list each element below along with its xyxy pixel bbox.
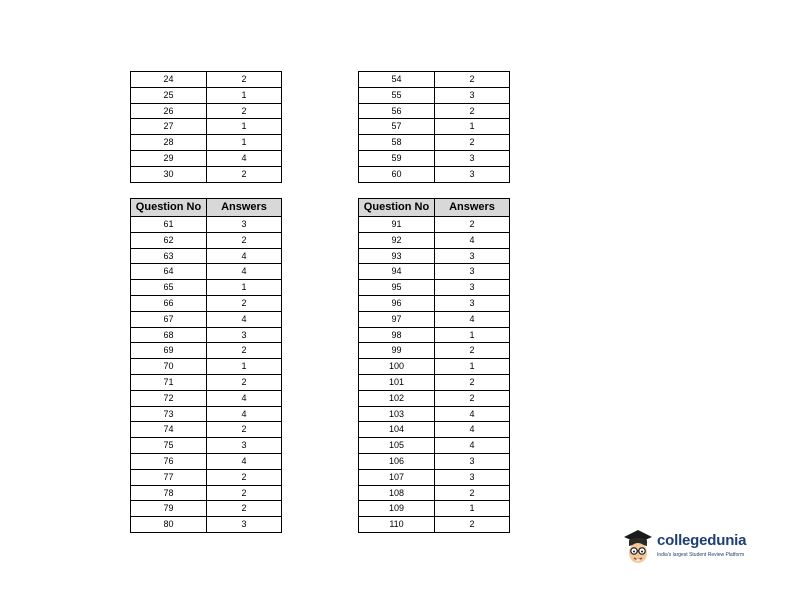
- answer-cell: 3: [435, 166, 510, 182]
- question-number-cell: 67: [131, 311, 207, 327]
- table-row: [359, 264, 510, 280]
- answer-cell: 1: [207, 359, 282, 375]
- answer-cell: 2: [435, 343, 510, 359]
- question-number-cell: 97: [359, 311, 435, 327]
- table-row: [359, 280, 510, 296]
- question-no-header: Question No: [131, 199, 207, 217]
- answer-cell: 4: [207, 453, 282, 469]
- answer-cell: 3: [435, 469, 510, 485]
- question-number-cell: 79: [131, 501, 207, 517]
- question-number-cell: 70: [131, 359, 207, 375]
- answer-cell: 1: [435, 359, 510, 375]
- table-row: [359, 406, 510, 422]
- table-row: [131, 248, 282, 264]
- question-number-cell: 96: [359, 295, 435, 311]
- answer-cell: 2: [207, 103, 282, 119]
- table-row: [359, 119, 510, 135]
- answer-cell: 1: [207, 135, 282, 151]
- answer-cell: 3: [435, 150, 510, 166]
- table-row: [131, 438, 282, 454]
- table-row: [131, 72, 282, 88]
- answer-cell: 2: [207, 72, 282, 88]
- table-row: [131, 135, 282, 151]
- table-row: [359, 166, 510, 182]
- table-row: [359, 485, 510, 501]
- question-number-cell: 66: [131, 295, 207, 311]
- table-row: [359, 311, 510, 327]
- answer-cell: 1: [207, 87, 282, 103]
- answer-cell: 2: [435, 485, 510, 501]
- table-row: [359, 248, 510, 264]
- answer-cell: 3: [435, 453, 510, 469]
- answer-cell: 3: [435, 248, 510, 264]
- answer-cell: 3: [435, 264, 510, 280]
- table-row: [359, 295, 510, 311]
- question-number-cell: 105: [359, 438, 435, 454]
- question-number-cell: 71: [131, 374, 207, 390]
- question-number-cell: 107: [359, 469, 435, 485]
- table-row: [131, 469, 282, 485]
- logo-name: collegedunia: [657, 532, 747, 549]
- answer-cell: 2: [207, 166, 282, 182]
- answer-cell: 4: [207, 406, 282, 422]
- answer-cell: 2: [207, 469, 282, 485]
- question-number-cell: 55: [359, 87, 435, 103]
- answer-cell: 2: [207, 422, 282, 438]
- answer-cell: 2: [435, 217, 510, 233]
- table-row: [131, 295, 282, 311]
- table-row: [131, 87, 282, 103]
- question-number-cell: 76: [131, 453, 207, 469]
- answer-cell: 4: [207, 264, 282, 280]
- answer-cell: 2: [207, 232, 282, 248]
- answer-cell: 4: [207, 150, 282, 166]
- table-row: [359, 501, 510, 517]
- table-header-row: [359, 199, 510, 217]
- question-no-header: Question No: [359, 199, 435, 217]
- mascot-icon: [621, 526, 655, 566]
- question-number-cell: 28: [131, 135, 207, 151]
- question-number-cell: 103: [359, 406, 435, 422]
- question-number-cell: 98: [359, 327, 435, 343]
- answer-cell: 2: [435, 135, 510, 151]
- table-row: [359, 72, 510, 88]
- question-number-cell: 68: [131, 327, 207, 343]
- question-number-cell: 62: [131, 232, 207, 248]
- collegedunia-logo[interactable]: [621, 526, 761, 566]
- question-number-cell: 25: [131, 87, 207, 103]
- question-number-cell: 75: [131, 438, 207, 454]
- answer-cell: 4: [435, 406, 510, 422]
- table-header-row: [131, 199, 282, 217]
- question-number-cell: 64: [131, 264, 207, 280]
- answer-cell: 4: [207, 311, 282, 327]
- question-number-cell: 56: [359, 103, 435, 119]
- table-row: [359, 232, 510, 248]
- question-number-cell: 26: [131, 103, 207, 119]
- question-number-cell: 99: [359, 343, 435, 359]
- table-row: [359, 359, 510, 375]
- question-number-cell: 110: [359, 517, 435, 533]
- table-row: [131, 232, 282, 248]
- question-number-cell: 59: [359, 150, 435, 166]
- table-row: [359, 438, 510, 454]
- question-number-cell: 101: [359, 374, 435, 390]
- answer-cell: 2: [435, 374, 510, 390]
- table-row: [131, 280, 282, 296]
- answer-cell: 3: [435, 87, 510, 103]
- answer-cell: 1: [435, 327, 510, 343]
- table-row: [131, 166, 282, 182]
- answer-cell: 2: [207, 343, 282, 359]
- answer-cell: 1: [207, 280, 282, 296]
- table-row: [131, 517, 282, 533]
- question-number-cell: 74: [131, 422, 207, 438]
- table-row: [359, 517, 510, 533]
- answer-table-4: [358, 198, 510, 533]
- answer-cell: 2: [435, 517, 510, 533]
- answer-cell: 2: [435, 390, 510, 406]
- answer-cell: 3: [435, 280, 510, 296]
- question-number-cell: 57: [359, 119, 435, 135]
- table-row: [359, 135, 510, 151]
- answer-cell: 1: [435, 501, 510, 517]
- question-number-cell: 69: [131, 343, 207, 359]
- question-number-cell: 60: [359, 166, 435, 182]
- table-row: [131, 119, 282, 135]
- table-row: [131, 311, 282, 327]
- question-number-cell: 65: [131, 280, 207, 296]
- logo-tagline: India's largest Student Review Platform: [657, 552, 745, 558]
- table-row: [359, 87, 510, 103]
- answer-cell: 3: [207, 327, 282, 343]
- table-row: [131, 327, 282, 343]
- answer-cell: 2: [207, 295, 282, 311]
- answer-cell: 4: [435, 311, 510, 327]
- table-row: [131, 390, 282, 406]
- answer-cell: 3: [207, 438, 282, 454]
- table-row: [359, 453, 510, 469]
- answer-cell: 4: [207, 390, 282, 406]
- table-row: [131, 150, 282, 166]
- table-row: [131, 359, 282, 375]
- question-number-cell: 104: [359, 422, 435, 438]
- answer-cell: 4: [435, 232, 510, 248]
- question-number-cell: 106: [359, 453, 435, 469]
- table-row: [131, 485, 282, 501]
- answer-cell: 2: [207, 485, 282, 501]
- question-number-cell: 92: [359, 232, 435, 248]
- question-number-cell: 58: [359, 135, 435, 151]
- table-row: [131, 453, 282, 469]
- answer-cell: 2: [207, 374, 282, 390]
- table-row: [131, 501, 282, 517]
- answers-header: Answers: [435, 199, 510, 217]
- table-row: [131, 103, 282, 119]
- answer-cell: 4: [435, 422, 510, 438]
- question-number-cell: 30: [131, 166, 207, 182]
- table-row: [359, 327, 510, 343]
- answer-cell: 1: [435, 119, 510, 135]
- answer-table-1: [130, 71, 282, 183]
- table-row: [359, 374, 510, 390]
- table-row: [359, 103, 510, 119]
- question-number-cell: 78: [131, 485, 207, 501]
- answers-header: Answers: [207, 199, 282, 217]
- table-row: [359, 390, 510, 406]
- table-row: [359, 422, 510, 438]
- answer-cell: 3: [435, 295, 510, 311]
- question-number-cell: 93: [359, 248, 435, 264]
- table-row: [131, 343, 282, 359]
- question-number-cell: 63: [131, 248, 207, 264]
- question-number-cell: 72: [131, 390, 207, 406]
- answer-table-3: [130, 198, 282, 533]
- question-number-cell: 54: [359, 72, 435, 88]
- question-number-cell: 27: [131, 119, 207, 135]
- answer-cell: 3: [207, 517, 282, 533]
- answer-cell: 1: [207, 119, 282, 135]
- question-number-cell: 80: [131, 517, 207, 533]
- answer-cell: 2: [435, 72, 510, 88]
- question-number-cell: 108: [359, 485, 435, 501]
- question-number-cell: 77: [131, 469, 207, 485]
- table-row: [359, 150, 510, 166]
- answer-cell: 4: [435, 438, 510, 454]
- table-row: [131, 374, 282, 390]
- table-row: [359, 469, 510, 485]
- question-number-cell: 61: [131, 217, 207, 233]
- answer-cell: 3: [207, 217, 282, 233]
- question-number-cell: 102: [359, 390, 435, 406]
- table-row: [131, 264, 282, 280]
- table-row: [131, 217, 282, 233]
- answer-cell: 4: [207, 248, 282, 264]
- table-row: [131, 406, 282, 422]
- question-number-cell: 29: [131, 150, 207, 166]
- question-number-cell: 95: [359, 280, 435, 296]
- question-number-cell: 73: [131, 406, 207, 422]
- answer-cell: 2: [435, 103, 510, 119]
- answer-table-2: [358, 71, 510, 183]
- question-number-cell: 94: [359, 264, 435, 280]
- table-row: [359, 343, 510, 359]
- question-number-cell: 109: [359, 501, 435, 517]
- answer-cell: 2: [207, 501, 282, 517]
- table-row: [131, 422, 282, 438]
- question-number-cell: 24: [131, 72, 207, 88]
- question-number-cell: 91: [359, 217, 435, 233]
- table-row: [359, 217, 510, 233]
- question-number-cell: 100: [359, 359, 435, 375]
